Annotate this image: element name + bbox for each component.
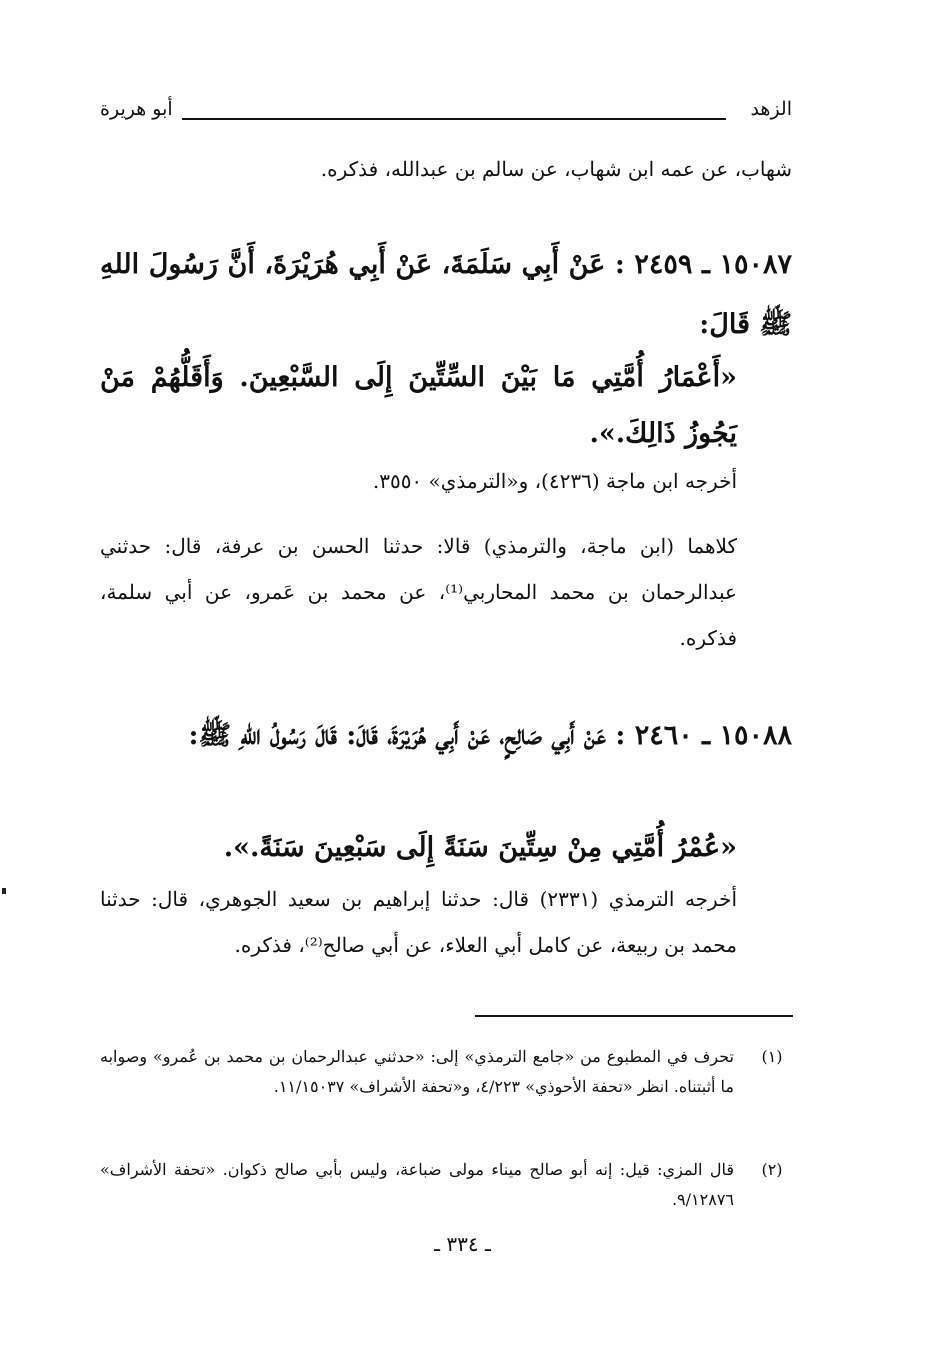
footnote-number: (٢) [761,1160,783,1179]
narrator-title: أبو هريرة [100,98,173,120]
hadith-15087 [100,235,792,355]
paragraph-takhrij: أخرجه ابن ماجة (٤٢٣٦)، و«الترمذي» ٣٥٥٠. [372,469,737,493]
header-rule [182,118,726,120]
footnote-number: (١) [761,1047,783,1066]
hadith-isnad: عَنْ أَبِي سَلَمَةَ، عَنْ أَبِي هُرَيْرَةَ، أَنَّ رَسُولَ اللهِ ﷺ قَالَ: [100,249,792,340]
footnote-text: تحرف في المطبوع من «جامع الترمذي» إلى: «حدثني عبدالرحمان بن محمد بن عُمرو» وصوابه ما أثبتناه. انظر «تحفة الأحوذي» ٤/٢٢٣، و«تحفة الأشراف» ١١/١٥٠٣٧. [100,1047,734,1096]
footnote-text: قال المزي: قيل: إنه أبو صالح ميناء مولى ضباعة، وليس بأبي صالح ذكوان. «تحفة الأشراف» ٩/١٢٨٧٦. [100,1160,734,1209]
hadith-matn: «عُمْرُ أُمَّتِي مِنْ سِتِّينَ سَنَةً إِلَى سَبْعِينَ سَنَةً.». [223,832,737,863]
hadith-matn: «أَعْمَارُ أُمَّتِي مَا بَيْنَ السِّتِّينَ إِلَى السَّبْعِينَ. وَأَقَلُّهُمْ مَنْ يَجُوزُ ذَالِكَ.». [100,362,737,449]
paragraph-continuation: شهاب، عن عمه ابن شهاب، عن سالم بن عبدالله، فذكره. [320,157,792,181]
hadith-isnad: عَنْ أَبِي صَالِحٍ، عَنْ أَبِي هُرَيْرَةَ، قَالَ: قَالَ رَسُولُ اللهِ ﷺ: [188,720,606,751]
footnote-1 [100,1042,792,1102]
hadith-15088 [100,706,792,766]
footnote-2 [100,1155,792,1215]
hadith-number: ١٥٠٨٧ ـ ٢٤٥٩ : [614,249,792,280]
running-header [100,98,792,128]
scan-mark [2,888,6,894]
footnote-separator [475,1015,793,1017]
section-title: الزهد [750,98,792,120]
paragraph-isnad: كلاهما (ابن ماجة، والترمذي) قالا: حدثنا الحسن بن عرفة، قال: حدثني عبدالرحمان بن محمد المحاربي⁽¹⁾، عن محمد بن عَمرو، عن أبي سلمة، فذكره. [100,534,737,650]
page-number: ـ ٣٣٤ ـ [434,1232,491,1256]
hadith-number: ١٥٠٨٨ ـ ٢٤٦٠ : [615,720,792,751]
paragraph-takhrij: أخرجه الترمذي (٢٣٣١) قال: حدثنا إبراهيم بن سعيد الجوهري، قال: حدثنا محمد بن ربيعة، عن كامل أبي العلاء، عن أبي صالح⁽²⁾، فذكره. [100,887,738,957]
